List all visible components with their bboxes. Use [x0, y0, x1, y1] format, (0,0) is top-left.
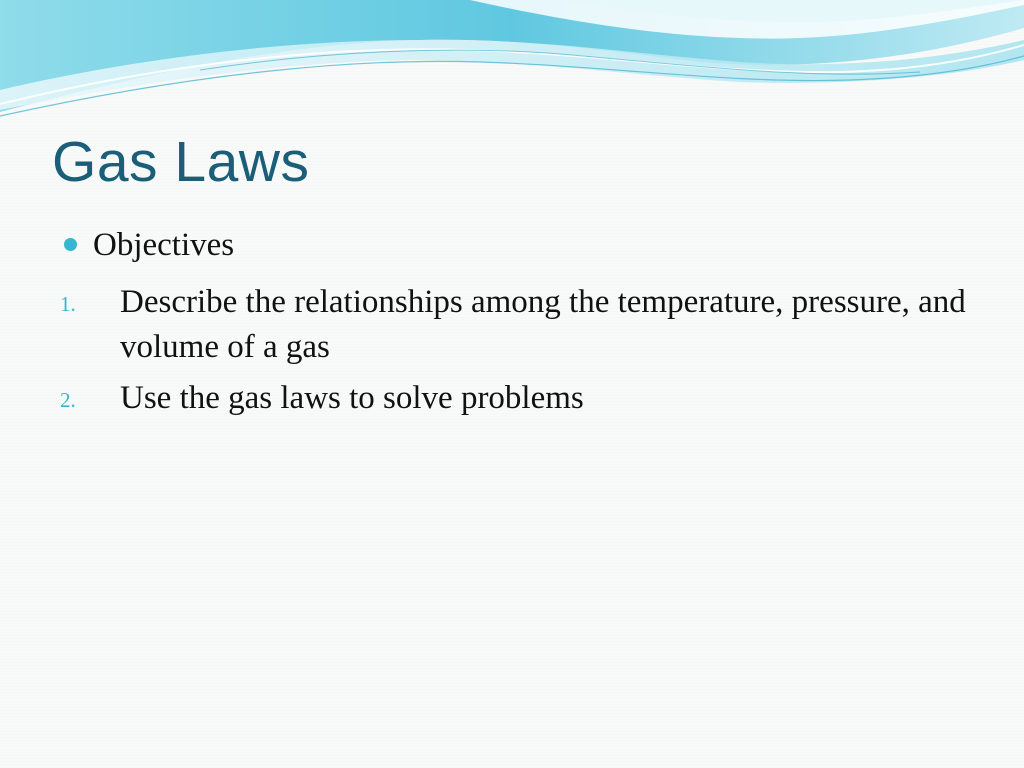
bullet-objectives	[64, 226, 234, 266]
list-item	[60, 376, 980, 421]
list-item	[60, 280, 980, 370]
list-item-number: 1.	[60, 292, 76, 316]
header-wave-decoration	[0, 0, 1024, 130]
bullet-text: Objectives	[93, 227, 235, 263]
slide-title: Gas Laws	[52, 130, 310, 194]
list-item-text: Describe the relationships among the temperature, pressure, and volume of a gas	[120, 284, 966, 365]
list-item-number: 2.	[60, 388, 76, 412]
list-item-text: Use the gas laws to solve problems	[120, 380, 584, 416]
bullet-dot-icon	[64, 238, 77, 251]
